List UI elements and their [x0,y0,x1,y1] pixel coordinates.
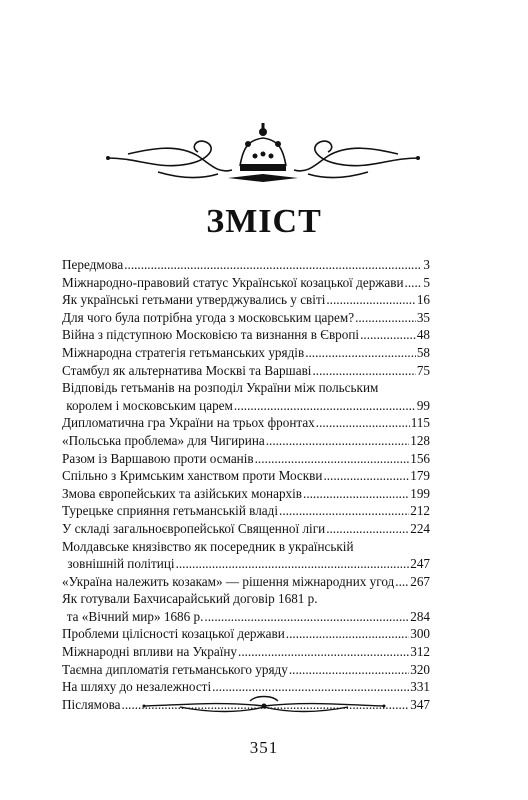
toc-entry-page: 128 [410,432,430,448]
toc-entry [62,520,430,538]
toc-entry-title: Спільно з Кримським ханством проти Москви [62,468,323,484]
toc-entry [62,555,430,573]
crown-ornament-icon [98,118,428,198]
toc-entry-page: 224 [410,520,430,536]
toc-entry [62,467,430,485]
toc-entry-page: 75 [416,362,430,378]
toc-entry-page: 212 [410,503,430,519]
toc-entry-title: Післямова [62,696,121,712]
toc-entry-title-line1: Молдавське князівство як посередник в українській [62,538,354,554]
divider-ornament-icon [140,693,388,719]
page-number: 351 [249,738,279,757]
toc-entry [62,625,430,643]
toc-entry-title: та «Вічний мир» 1686 р. [66,608,204,624]
toc-entry-title: Як українські гетьмани утверджувались у світі [62,292,326,308]
toc-entry-title: Міжнародно-правовий статус Української козацької держави [62,274,404,290]
toc-entry [62,661,430,679]
toc-entry-page: 247 [410,556,430,572]
toc-entry [62,291,430,309]
toc-list [62,256,430,713]
toc-entry [62,397,430,415]
toc-entry-title: Таємна дипломатія гетьманського уряду [62,661,288,677]
toc-entry-page: 115 [410,415,430,431]
toc-entry [62,450,430,468]
toc-entry [62,362,430,380]
toc-entry-title: Передмова [62,257,124,272]
toc-entry-title: У складі загальноєвропейської Священної ліги [62,520,326,536]
toc-entry-title-line1: Як готували Бахчисарайський договір 1681 р. [62,591,318,607]
toc-entry [62,414,430,432]
toc-entry [62,485,430,503]
toc-entry-title: Міжнародна стратегія гетьманських урядів [62,344,305,360]
toc-entry [62,432,430,450]
toc-entry-page: 58 [416,344,430,360]
toc-entry-title: Проблеми цілісності козацької держави [62,626,285,642]
toc-entry-page: 156 [410,450,430,466]
toc-entry-title: Стамбул як альтернатива Москві та Варшаві [62,362,312,378]
toc-entry-page: 5 [423,274,430,290]
toc-entry [62,309,430,327]
toc-entry [62,274,430,292]
toc-entry-page: 320 [410,661,430,677]
toc-entry-title: Разом із Варшавою проти османів [62,450,254,466]
toc-entry-title-line1: Відповідь гетьманів на розподіл України між польським [62,380,379,396]
toc-entry-page: 331 [410,679,430,695]
toc-entry-page: 312 [410,644,430,660]
toc-entry-title: зовнішній політиці [67,556,175,572]
toc-entry-page: 300 [410,626,430,642]
toc-entry-page: 347 [410,696,430,712]
toc-entry-title: Дипломатична гра України на трьох фронтах [62,415,315,431]
toc-entry-page: 284 [410,608,430,624]
toc-entry [62,326,430,344]
toc-entry [62,256,430,274]
toc-entry [62,608,430,626]
toc-entry-title: Війна з підступною Московією та визнання в Європі [62,327,360,343]
toc-entry-title: «Україна належить козакам» — рішення міжнародних угод [62,573,395,589]
toc-entry-page: 16 [416,292,430,308]
toc-heading: ЗМІСТ [206,203,322,240]
toc-entry-title: Для чого була потрібна угода з московським царем? [62,309,355,325]
toc-entry-title: Змова європейських та азійських монархів [62,485,303,501]
toc-entry-page: 179 [410,468,430,484]
toc-entry-page: 3 [423,257,430,272]
toc-entry-page: 35 [416,309,430,325]
toc-entry-title: На шляху до незалежності [62,679,212,695]
toc-entry-title: Турецьке сприяння гетьманській владі [62,503,279,519]
toc-entry [62,344,430,362]
toc-entry [62,573,430,591]
toc-entry-title: Міжнародні впливи на Україну [62,644,238,660]
toc-entry-page: 199 [410,485,430,501]
toc-entry-page: 48 [416,327,430,343]
toc-entry-title: королем і московським царем [66,397,233,413]
toc-entry-title: «Польська проблема» для Чигирина [62,432,265,448]
toc-entry-page: 267 [410,573,430,589]
toc-entry [62,502,430,520]
toc-entry-page: 99 [416,397,430,413]
toc-entry [62,643,430,661]
